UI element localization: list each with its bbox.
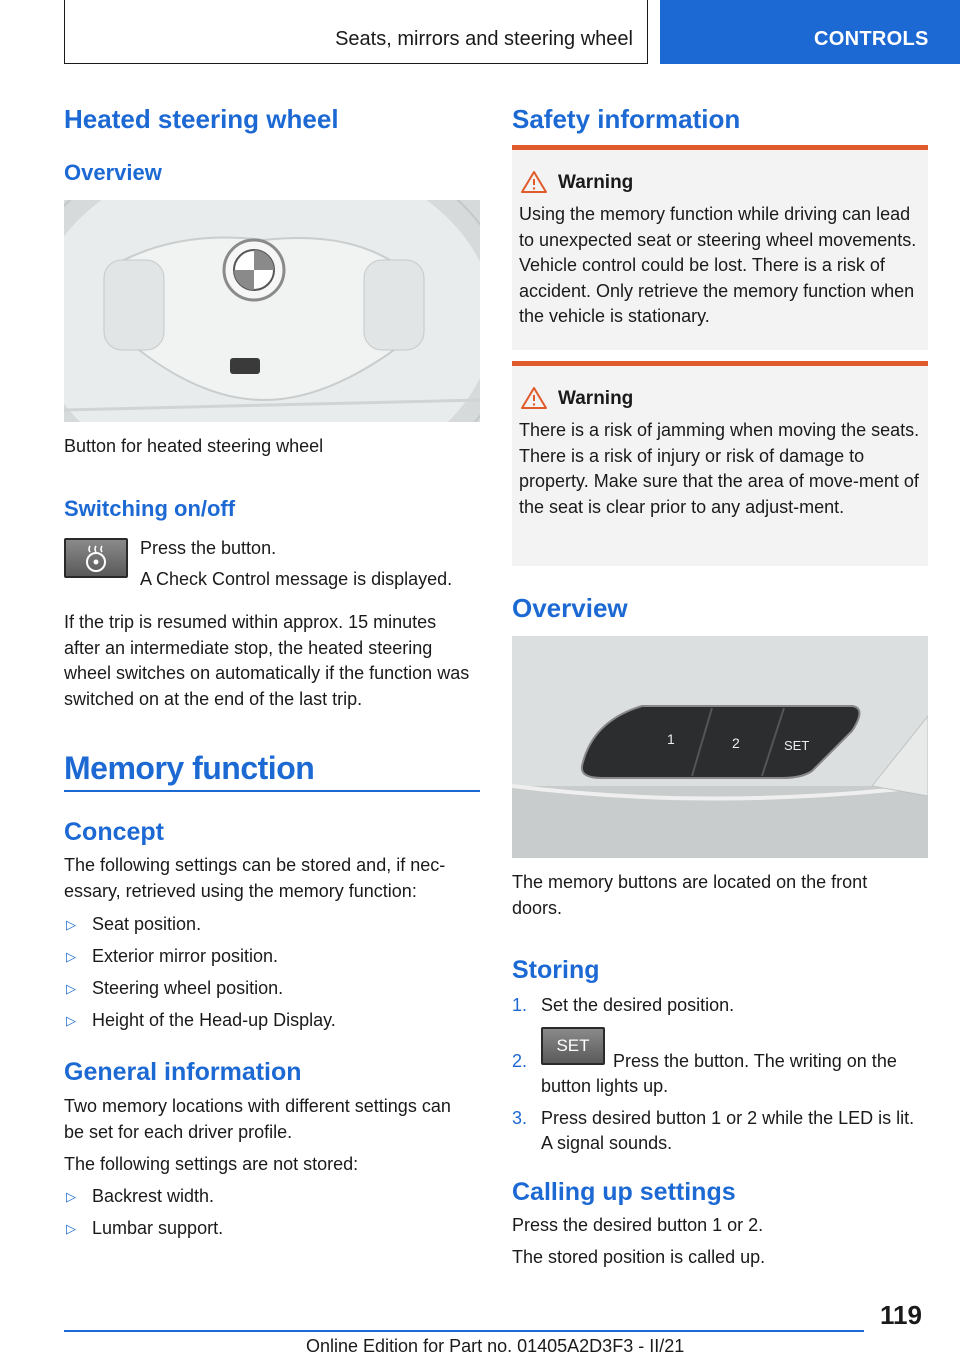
memory-function-heading: Memory function: [64, 750, 315, 786]
warning-box-1: [512, 145, 928, 350]
storing-steps-list: [512, 993, 928, 1157]
step-number: 1.: [512, 995, 528, 1015]
edition-text: Online Edition for Part no. 01405A2D3F3 - II/21: [306, 1336, 685, 1356]
calling-up-heading: Calling up settings: [512, 1178, 736, 1206]
set-button-icon-label: SET: [556, 1035, 590, 1055]
warning-title: Warning: [558, 172, 634, 193]
list-item: ▷ Height of the Head-up Display.: [64, 1008, 480, 1033]
general-info-heading: General information: [64, 1058, 302, 1086]
warning-triangle-icon: [520, 386, 548, 410]
chapter-title: Seats, mirrors and steering wheel: [335, 28, 633, 50]
header-chapter-box: [64, 0, 648, 64]
stored-settings-list: [64, 912, 480, 1040]
overview-heading-left: Overview: [64, 160, 162, 185]
header-section-tab[interactable]: [660, 0, 960, 64]
set-button-icon: [541, 1027, 605, 1065]
calling-text-2: The stored position is called up.: [512, 1247, 766, 1267]
trip-resume-text: If the trip is resumed within approx. 15 minutes after an intermediate stop, the heated steering wheel switches on automatically if the function was switched on at the end of the last trip.: [64, 612, 470, 709]
heated-wheel-button-icon: [64, 538, 128, 578]
page-number: 119: [880, 1300, 922, 1330]
switching-heading: Switching on/off: [64, 496, 236, 521]
concept-text: The following settings can be stored and, if nec-essary, retrieved using the memory function:: [64, 855, 446, 901]
list-item: ▷ Seat position.: [64, 912, 480, 937]
list-item: ▷ Exterior mirror position.: [64, 944, 480, 969]
list-item: [512, 1106, 928, 1157]
list-item: ▷ Steering wheel position.: [64, 976, 480, 1001]
warning-triangle-icon: [520, 170, 548, 194]
memory-button-set-label: SET: [784, 738, 810, 753]
footer-rule: [64, 1330, 864, 1332]
memory-buttons-image: [512, 636, 928, 858]
step-number: 3.: [512, 1107, 528, 1128]
step-text: Press desired button 1 or 2 while the LED is lit. A signal sounds.: [541, 1107, 915, 1153]
concept-heading: Concept: [64, 818, 164, 846]
overview-heading-right: Overview: [512, 593, 628, 623]
not-stored-list: [64, 1184, 480, 1248]
press-button-text: Press the button.: [140, 538, 277, 558]
image-caption-steering: Button for heated steering wheel: [64, 436, 324, 456]
warning-text: Using the memory function while driving can lead to unexpected seat or steering wheel movements. Vehicle control could be lost. There is a risk of accident. Only retrieve the memory function when the vehicle is stationary.: [519, 204, 917, 326]
steering-wheel-image: [64, 200, 480, 422]
section-title: CONTROLS: [814, 28, 929, 50]
warning-box-2: [512, 361, 928, 566]
memory-heading-rule: [64, 790, 480, 792]
list-item: ▷ Backrest width.: [64, 1184, 480, 1209]
calling-text-1: Press the desired button 1 or 2.: [512, 1215, 764, 1235]
step-text: Set the desired position.: [541, 995, 735, 1015]
list-item: [512, 1027, 928, 1100]
memory-button-2-label: 2: [732, 735, 740, 751]
safety-info-heading: Safety information: [512, 104, 741, 134]
list-item: [512, 993, 928, 1019]
step-text: Press the button. The writing on the button lights up.: [541, 1050, 897, 1096]
image-caption-memory: The memory buttons are located on the front doors.: [512, 872, 868, 918]
general-info-text: Two memory locations with different settings can be set for each driver profile.: [64, 1096, 451, 1142]
warning-title: Warning: [558, 388, 634, 409]
heated-steering-heading: Heated steering wheel: [64, 104, 339, 134]
check-control-text: A Check Control message is displayed.: [140, 569, 453, 589]
warning-text: There is a risk of jamming when moving the seats. There is a risk of injury or risk of damage to property. Make sure that the area of move-ment of the seat is clear prior to any adjust-ment.: [519, 420, 920, 517]
not-stored-intro: The following settings are not stored:: [64, 1154, 359, 1174]
list-item: ▷ Lumbar support.: [64, 1216, 480, 1241]
storing-heading: Storing: [512, 956, 600, 984]
step-number: 2.: [512, 1050, 528, 1071]
memory-button-1-label: 1: [667, 731, 675, 747]
